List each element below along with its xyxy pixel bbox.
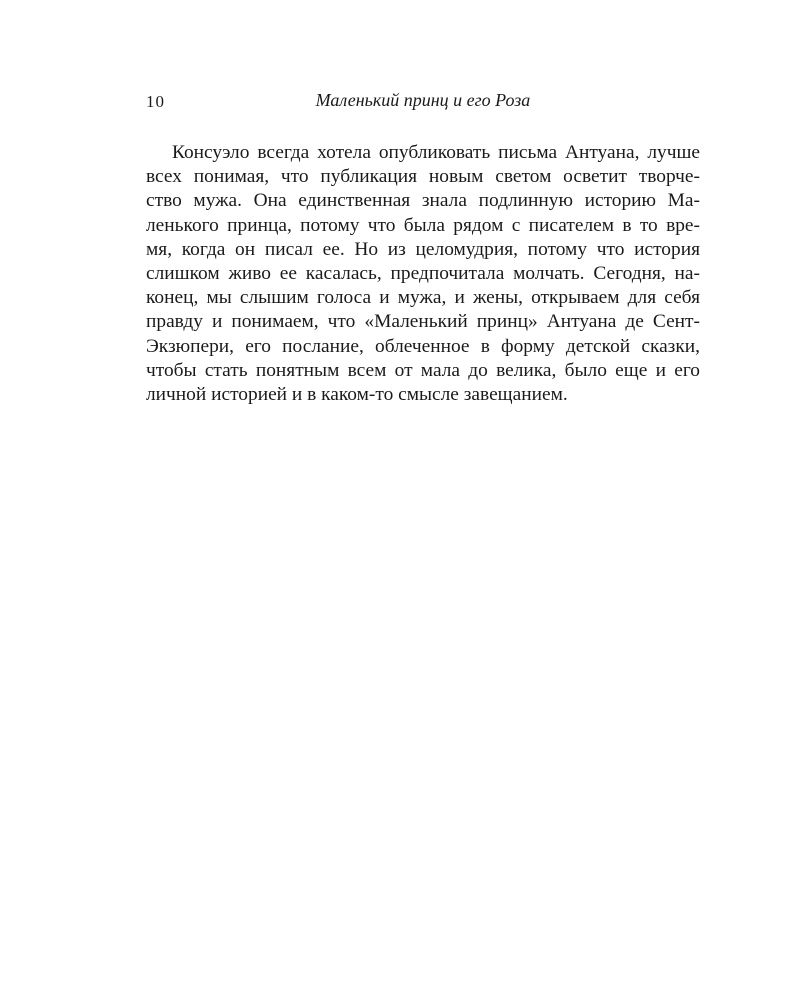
text-line: мя, когда он писал ее. Но из целомудрия, потому что история [146,238,700,260]
text-line: ство мужа. Она единственная знала подлинную историю Ма- [146,190,700,212]
page-number: 10 [146,92,165,111]
text-line: чтобы стать понятным всем от мала до велика, было еще и его [146,359,700,381]
text-line: Экзюпери, его послание, облеченное в форму детской сказки, [146,335,700,357]
running-title: Маленький принц и его Роза [315,90,531,110]
text-line: слишком живо ее касалась, предпочитала молчать. Сегодня, на- [146,263,700,285]
text-line: ленького принца, потому что была рядом с писателем в то вре- [146,214,700,236]
text-line: правду и понимаем, что «Маленький принц» Антуана де Сент- [146,311,700,333]
body-paragraph [146,141,700,407]
text-line: Консуэло всегда хотела опубликовать письма Антуана, лучше [172,142,700,163]
text-line: личной историей и в каком-то смысле завещанием. [146,384,568,406]
text-line: конец, мы слышим голоса и мужа, и жены, открываем для себя [146,287,700,309]
text-line: всех понимая, что публикация новым светом осветит творче- [146,166,700,188]
running-header [146,90,700,120]
